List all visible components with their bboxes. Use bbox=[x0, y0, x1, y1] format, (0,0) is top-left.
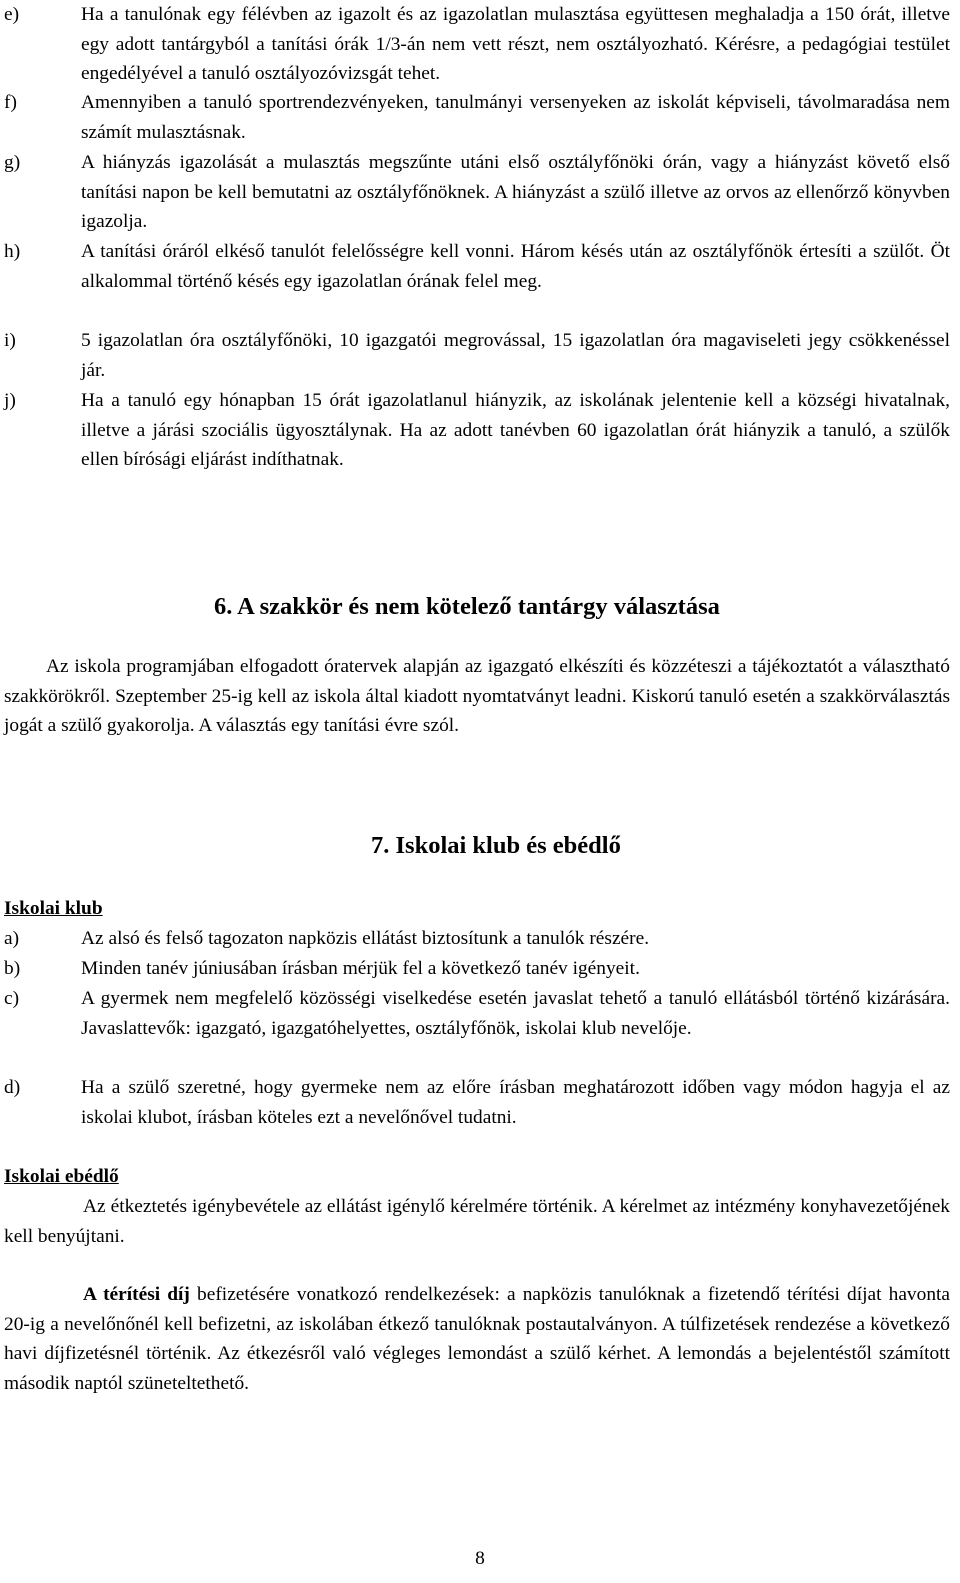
club-heading: Iskolai klub bbox=[4, 898, 103, 919]
list-marker: h) bbox=[4, 241, 21, 262]
list-item-e bbox=[4, 0, 950, 89]
list-item-f bbox=[4, 88, 950, 147]
section-7-heading bbox=[371, 831, 621, 861]
club-item-a bbox=[4, 924, 950, 954]
list-item-i bbox=[4, 326, 950, 385]
list-marker: a) bbox=[4, 928, 20, 949]
list-marker: g) bbox=[4, 152, 21, 173]
canteen-paragraph: Az étkeztetés igénybevétele az ellátást igénylő kérelmére történik. A kérelmet az intézmény konyhavezetőjének kell benyújtani. bbox=[4, 1196, 950, 1247]
section-6-paragraph: Az iskola programjában elfogadott óratervek alapján az igazgató elkészíti és közzéteszi a tájékoztatót a választható szakkörökről. Szeptember 25-ig kell az iskola által kiadott nyomtatványt leadni. Kiskorú tanuló esetén a szakkörválasztás jogát a szülő gyakorolja. A választás egy tanítási évre szól. bbox=[4, 656, 950, 737]
list-item-j bbox=[4, 386, 950, 475]
section-title: Iskolai klub és ebédlő bbox=[395, 832, 621, 859]
list-marker: c) bbox=[4, 988, 20, 1009]
list-item-text: A hiányzás igazolását a mulasztás megszűnte utáni első osztályfőnöki órán, vagy a hiányzást követő első tanítási napon be kell bemutatni az osztályfőnöknek. A hiányzást a szülő illetve az orvos az ellenőrző könyvben igazolja. bbox=[81, 152, 950, 233]
section-number: 6. bbox=[214, 593, 233, 620]
page-number: 8 bbox=[475, 1548, 485, 1569]
list-item-text: Minden tanév júniusában írásban mérjük fel a következő tanév igényeit. bbox=[81, 958, 640, 979]
list-item-text: Ha a tanulónak egy félévben az igazolt és az igazolatlan mulasztása együttesen meghaladja a 150 órát, illetve egy adott tantárgyból a tanítási órák 1/3-án nem vett részt, nem osztályozható. Kérésre, a pedagógiai testület engedélyével a tanuló osztályozóvizsgát tehet. bbox=[81, 4, 950, 85]
list-marker: j) bbox=[4, 390, 16, 411]
list-marker: f) bbox=[4, 92, 17, 113]
list-item-text: Az alsó és felső tagozaton napközis ellátást biztosítunk a tanulók részére. bbox=[81, 928, 650, 949]
fee-bold-phrase: A térítési díj bbox=[83, 1284, 190, 1305]
fee-paragraph bbox=[4, 1280, 950, 1398]
list-item-text: Ha a szülő szeretné, hogy gyermeke nem az előre írásban meghatározott időben vagy módon hagyja el az iskolai klubot, írásban köteles ezt a nevelőnővel tudatni. bbox=[81, 1077, 950, 1128]
list-item-text: Ha a tanuló egy hónapban 15 órát igazolatlanul hiányzik, az iskolának jelentenie kell a községi hivatalnak, illetve a járási szociális ügyosztálynak. Ha az adott tanévben 60 igazolatlan órát hiányzik a tanuló, a szülők ellen bírósági eljárást indíthatnak. bbox=[81, 390, 950, 471]
section-title: A szakkör és nem kötelező tantárgy választása bbox=[237, 593, 720, 620]
list-item-text: 5 igazolatlan óra osztályfőnöki, 10 igazgatói megrovással, 15 igazolatlan óra magaviseleti jegy csökkenéssel jár. bbox=[81, 330, 950, 381]
list-marker: i) bbox=[4, 330, 16, 351]
list-item-h bbox=[4, 237, 950, 296]
canteen-heading: Iskolai ebédlő bbox=[4, 1166, 119, 1187]
section-number: 7. bbox=[371, 832, 390, 859]
list-item-text: A gyermek nem megfelelő közösségi viselkedése esetén javaslat tehető a tanuló ellátásból történő kizárására. Javaslattevők: igazgató, igazgatóhelyettes, osztályfőnök, iskolai klub nevelője. bbox=[81, 988, 950, 1039]
section-6-heading bbox=[214, 592, 720, 622]
list-marker: d) bbox=[4, 1077, 21, 1098]
list-item-text: A tanítási óráról elkéső tanulót felelősségre kell vonni. Három késés után az osztályfőnök értesíti a szülőt. Öt alkalommal történő késés egy igazolatlan órának felel meg. bbox=[81, 241, 950, 292]
list-item-text: Amennyiben a tanuló sportrendezvényeken, tanulmányi versenyeken az iskolát képviseli, távolmaradása nem számít mulasztásnak. bbox=[81, 92, 950, 143]
list-item-g bbox=[4, 148, 950, 237]
list-marker: e) bbox=[4, 4, 20, 25]
fee-text: befizetésére vonatkozó rendelkezések: a napközis tanulóknak a fizetendő térítési díjat havonta 20-ig a nevelőnőnél kell befizetni, az iskolában étkező tanulóknak postautalványon. A túlfizetések rendezése a következő havi díjfizetésnél történik. Az étkezésről való végleges lemondást a szülő kérhet. A lemondás a bejelentéstől számított második naptól szüneteltethető. bbox=[4, 1284, 951, 1394]
club-item-d bbox=[4, 1073, 950, 1132]
club-item-b bbox=[4, 954, 950, 984]
club-item-c bbox=[4, 984, 950, 1043]
list-marker: b) bbox=[4, 958, 21, 979]
